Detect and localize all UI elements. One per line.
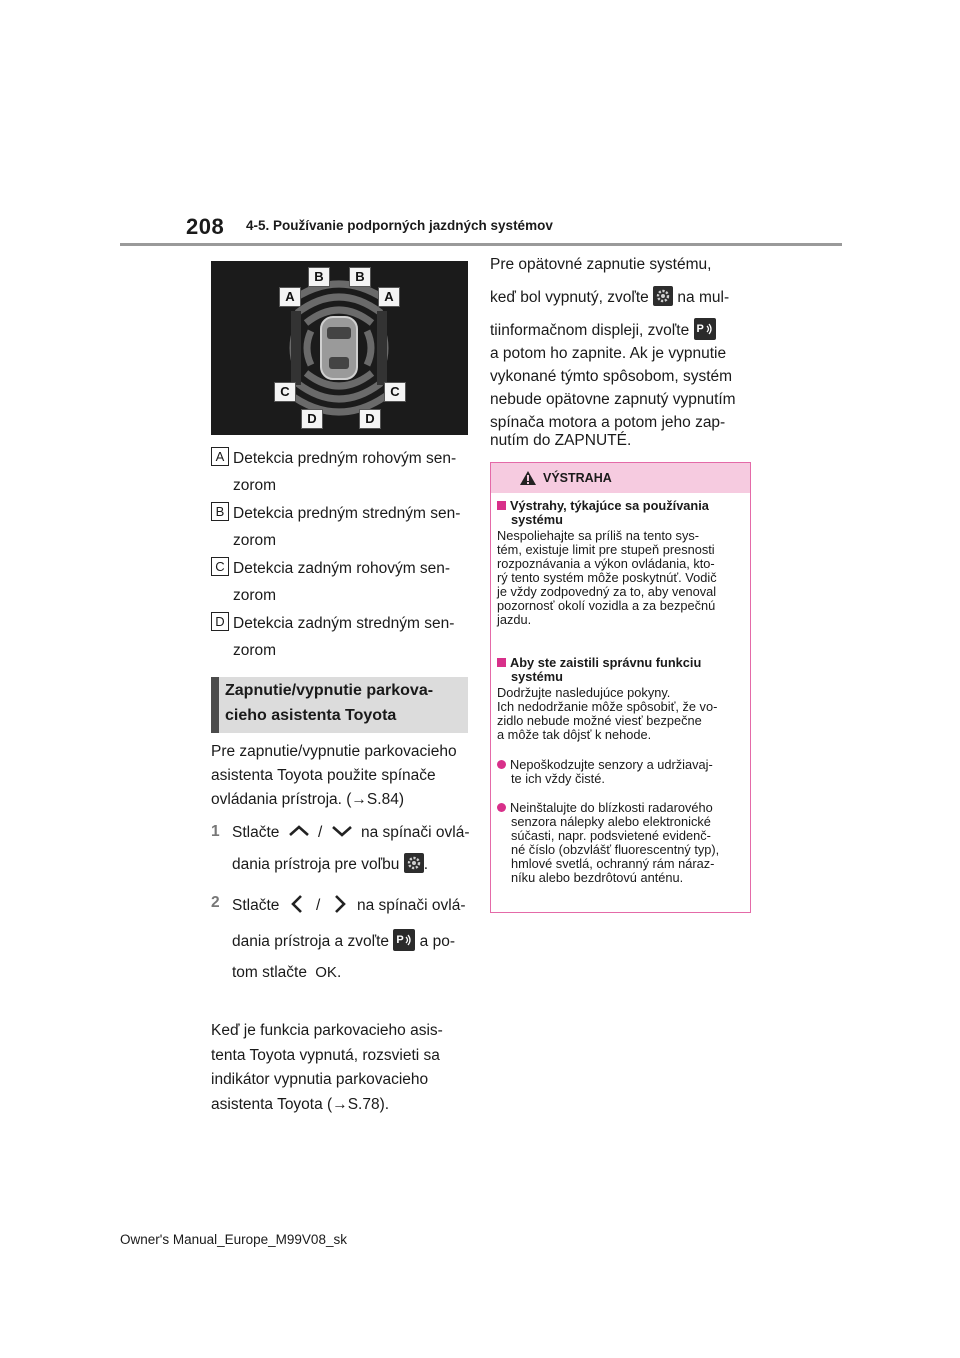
intro-line: Pre zapnutie/vypnutie parkovacieho bbox=[211, 743, 457, 760]
page-number: 208 bbox=[186, 214, 225, 239]
step-text: tom stlačte bbox=[232, 964, 307, 981]
settings-gear-icon bbox=[653, 286, 673, 306]
zone-label-c-left: C bbox=[274, 382, 296, 402]
step-text: / bbox=[316, 897, 321, 914]
subheading bbox=[211, 677, 468, 733]
step-text: na spínači ovlá- bbox=[356, 897, 466, 914]
chevron-up-icon bbox=[286, 823, 312, 839]
right-para-line: vykonané týmto spôsobom, systém bbox=[490, 368, 733, 385]
warning-bullet-text: níku alebo bezdrôtovú anténu. bbox=[511, 870, 684, 885]
step-text: Stlačte bbox=[232, 824, 280, 841]
legend-key: D bbox=[211, 612, 229, 631]
ok-button-icon: OK bbox=[315, 964, 337, 981]
warning-bullet: Nepoškodzujte senzory a udržiavaj- bbox=[497, 758, 713, 772]
zone-label-c-right: C bbox=[384, 382, 406, 402]
legend-text: zorom bbox=[233, 642, 277, 659]
zone-label-d-left: D bbox=[301, 409, 323, 429]
p-glyph: P bbox=[696, 323, 704, 335]
warning-section-heading: systému bbox=[511, 512, 563, 527]
settings-gear-icon bbox=[404, 853, 424, 873]
step-text: dania prístroja pre voľbu bbox=[232, 856, 400, 873]
parking-assist-icon bbox=[694, 318, 716, 340]
dot-bullet-icon bbox=[497, 760, 506, 769]
note-line: asistenta Toyota (→S.78). bbox=[211, 1096, 390, 1113]
chevron-right-icon bbox=[327, 894, 351, 914]
right-para-line: nebude opätovne zapnutý vypnutím bbox=[490, 391, 736, 408]
warning-text: rozpoznávania a výkon ovládania, kto- bbox=[497, 556, 715, 571]
intro-line: ovládania prístroja. (→S.84) bbox=[211, 791, 404, 808]
parking-sensor-figure bbox=[211, 261, 468, 435]
warning-text: jazdu. bbox=[497, 612, 532, 627]
warning-title: VÝSTRAHA bbox=[543, 471, 612, 485]
note-line: Keď je funkcia parkovacieho asis- bbox=[211, 1022, 443, 1039]
legend-key: C bbox=[211, 557, 229, 576]
step-text: na spínači ovlá- bbox=[360, 824, 470, 841]
warning-bullet: Neinštalujte do blízkosti radarového bbox=[497, 801, 713, 815]
note-line: indikátor vypnutia parkovacieho bbox=[211, 1071, 429, 1088]
warning-bullet-text: súčasti, napr. podsvietené evidenč- bbox=[511, 828, 711, 843]
zone-label-a-left: A bbox=[279, 287, 301, 307]
step-1-line-1 bbox=[232, 823, 470, 842]
warning-box bbox=[490, 462, 751, 913]
warning-bullet-text: senzora nálepky alebo elektronické bbox=[511, 814, 711, 829]
warning-bullet-text: te ich vždy čisté. bbox=[511, 771, 605, 786]
legend-text: Detekcia predným rohovým sen- bbox=[233, 450, 457, 467]
step-text: dania prístroja a zvoľte bbox=[232, 933, 390, 950]
warning-bullet-text: né číslo (obzvlášť fluorescentný typ), bbox=[511, 842, 720, 857]
right-para-line: nutím do ZAPNUTÉ. bbox=[490, 432, 632, 449]
step-text: . bbox=[336, 964, 342, 981]
right-para-line: Pre opätovné zapnutie systému, bbox=[490, 256, 712, 273]
section-title: 4-5. Používanie podporných jazdných systémov bbox=[246, 218, 553, 233]
zone-label-a-right: A bbox=[378, 287, 400, 307]
square-bullet-icon bbox=[497, 658, 506, 667]
warning-text: Dodržujte nasledujúce pokyny. bbox=[497, 685, 671, 700]
note-line: tenta Toyota vypnutá, rozsvieti sa bbox=[211, 1047, 440, 1064]
step-2-line-1 bbox=[232, 894, 466, 915]
warning-text: rý tento systém môže poskytnúť. Vodič bbox=[497, 570, 717, 585]
legend-text: Detekcia zadným rohovým sen- bbox=[233, 560, 451, 577]
step-number: 2 bbox=[211, 894, 220, 911]
chevron-left-icon bbox=[286, 894, 310, 914]
warning-bullet-text: hmlové svetlá, ochranný rám náraz- bbox=[511, 856, 715, 871]
step-2-line-3 bbox=[232, 964, 341, 982]
legend-text: zorom bbox=[233, 532, 277, 549]
warning-triangle-icon bbox=[519, 470, 537, 486]
warning-text: Ich nedodržanie môže spôsobiť, že vo- bbox=[497, 699, 718, 714]
sensor-zones-diagram bbox=[211, 261, 468, 435]
intro-line: asistenta Toyota použite spínače bbox=[211, 767, 436, 784]
zone-label-d-right: D bbox=[359, 409, 381, 429]
step-1-line-2 bbox=[232, 853, 428, 874]
footer-text: Owner's Manual_Europe_M99V08_sk bbox=[120, 1232, 347, 1247]
warning-section-heading: Výstrahy, týkajúce sa používania bbox=[497, 499, 709, 513]
right-para-text: na mul- bbox=[677, 289, 730, 306]
warning-section-heading: Aby ste zaistili správnu funkciu bbox=[497, 656, 701, 670]
step-number: 1 bbox=[211, 823, 220, 840]
warning-text: zidlo nebude možné viesť bezpečne bbox=[497, 713, 702, 728]
zone-label-b-right: B bbox=[349, 267, 371, 287]
legend-key: A bbox=[211, 447, 229, 466]
right-para-line: a potom ho zapnite. Ak je vypnutie bbox=[490, 345, 727, 362]
warning-section-heading: systému bbox=[511, 669, 563, 684]
header-divider bbox=[120, 243, 842, 246]
parking-assist-icon bbox=[393, 929, 415, 951]
right-para-text: tiinformačnom displeji, zvoľte bbox=[490, 322, 690, 339]
square-bullet-icon bbox=[497, 501, 506, 510]
step-2-line-2 bbox=[232, 929, 455, 951]
right-para-text: keď bol vypnutý, zvoľte bbox=[490, 289, 649, 306]
zone-label-b-left: B bbox=[308, 267, 330, 287]
legend-text: zorom bbox=[233, 477, 277, 494]
step-text: Stlačte bbox=[232, 897, 280, 914]
warning-text: Nespoliehajte sa príliš na tento sys- bbox=[497, 528, 700, 543]
subheading-bar bbox=[211, 677, 219, 733]
subheading-text: cieho asistenta Toyota bbox=[225, 707, 397, 724]
dot-bullet-icon bbox=[497, 803, 506, 812]
legend-key: B bbox=[211, 502, 229, 521]
legend-text: Detekcia predným stredným sen- bbox=[233, 505, 461, 522]
legend-text: Detekcia zadným stredným sen- bbox=[233, 615, 455, 632]
step-text: a po- bbox=[419, 933, 455, 950]
legend-text: zorom bbox=[233, 587, 277, 604]
warning-text: a môže tak dôjsť k nehode. bbox=[497, 727, 652, 742]
warning-header bbox=[491, 463, 750, 493]
right-para-line bbox=[490, 286, 729, 307]
step-text: . bbox=[423, 856, 428, 873]
right-para-line: spínača motora a potom jeho zap- bbox=[490, 414, 726, 431]
subheading-text: Zapnutie/vypnutie parkova- bbox=[225, 682, 434, 699]
step-text: / bbox=[318, 824, 323, 841]
p-glyph: P bbox=[396, 934, 404, 946]
chevron-down-icon bbox=[329, 823, 355, 839]
warning-text: tém, existuje limit pre stupeň presnosti bbox=[497, 542, 715, 557]
warning-text: je vždy zodpovedný za to, aby venoval bbox=[497, 584, 717, 599]
warning-text: pozornosť okolí vozidla a za bezpečnú bbox=[497, 598, 716, 613]
right-para-line bbox=[490, 318, 716, 340]
